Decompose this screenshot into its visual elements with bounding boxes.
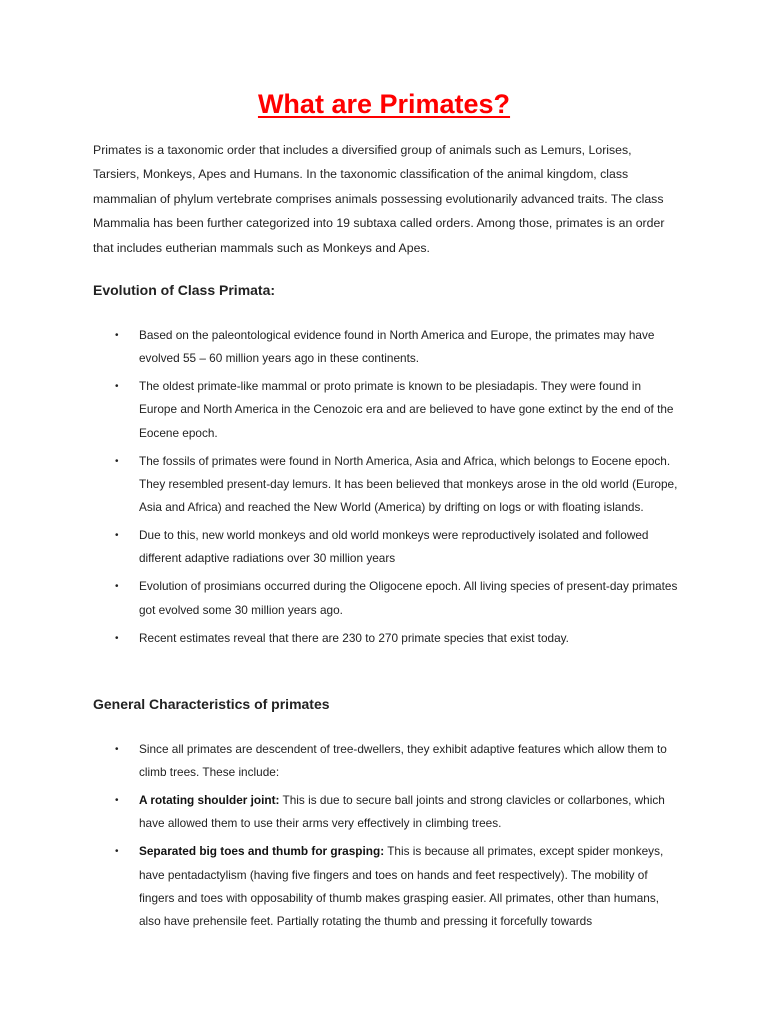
bullet-icon: • xyxy=(115,632,119,644)
list-item: • Evolution of prosimians occurred during the Oligocene epoch. All living species of present-day primates got evolved some 30 million years ago. xyxy=(93,575,678,622)
bullet-icon: • xyxy=(115,455,119,467)
evolution-bullet-list xyxy=(93,324,678,654)
intro-paragraph: Primates is a taxonomic order that includes a diversified group of animals such as Lemurs, Lorises, Tarsiers, Monkeys, Apes and Humans. In the taxonomic classification of the animal kingdom, class mammalian of phylum vertebrate comprises animals possessing evolutionarily advanced traits. The class Mammalia has been further categorized into 19 subtaxa called orders. Among those, primates is an order that includes eutherian mammals such as Monkeys and Apes. xyxy=(93,143,665,255)
list-item: • Recent estimates reveal that there are 230 to 270 primate species that exist today. xyxy=(93,627,678,650)
bullet-icon: • xyxy=(115,330,119,341)
bullet-icon: • xyxy=(115,744,119,755)
page-title: What are Primates? xyxy=(257,89,511,119)
list-item: • A rotating shoulder joint: This is due to secure ball joints and strong clavicles or collarbones, which have allowed them to use their arms very effectively in climbing trees. xyxy=(93,789,678,836)
list-item: • The oldest primate-like mammal or proto primate is known to be plesiadapis. They were found in Europe and North America in the Cenozoic era and are believed to have gone extinct by the end of the Eocene epoch. xyxy=(93,375,678,445)
section-heading-characteristics: General Characteristics of primates xyxy=(93,696,330,712)
list-item: • The fossils of primates were found in North America, Asia and Africa, which belongs to Eocene epoch. They resembled present-day lemurs. It has been believed that monkeys arose in the old world (Europe, Asia and Africa) and reached the New World (America) by drifting on logs or with floating islands. xyxy=(93,450,678,520)
bullet-icon: • xyxy=(115,530,119,542)
section-heading-evolution: Evolution of Class Primata: xyxy=(93,282,276,298)
bullet-icon: • xyxy=(115,846,119,858)
bullet-icon: • xyxy=(115,381,119,393)
bullet-icon: • xyxy=(115,795,119,807)
characteristics-bullet-list xyxy=(93,738,678,938)
list-item: • Due to this, new world monkeys and old world monkeys were reproductively isolated and followed different adaptive radiations over 30 million years xyxy=(93,524,678,571)
list-item: • Since all primates are descendent of tree-dwellers, they exhibit adaptive features which allow them to climb trees. These include: xyxy=(93,738,678,785)
bullet-icon: • xyxy=(115,581,119,593)
list-item: • Based on the paleontological evidence found in North America and Europe, the primates may have evolved 55 – 60 million years ago in these continents. xyxy=(93,324,678,371)
list-item: • Separated big toes and thumb for grasping: This is because all primates, except spider monkeys, have pentadactylism (having five fingers and toes on hands and feet respectively). The mobility of fingers and toes with opposability of thumb makes grasping easier. All primates, other than humans, also have prehensile feet. Partially rotating the thumb and pressing it forcefully towards xyxy=(93,840,678,933)
